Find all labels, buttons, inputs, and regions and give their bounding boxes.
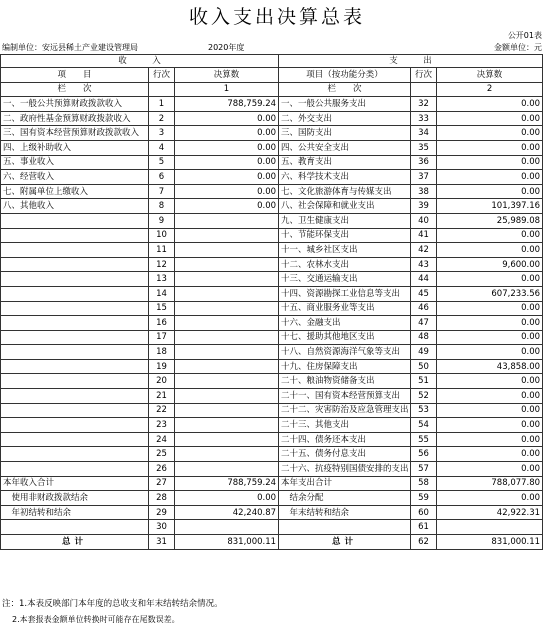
income-rownum-cell: 10 bbox=[149, 228, 175, 243]
expense-amount-cell: 0.00 bbox=[437, 432, 543, 447]
table-row bbox=[1, 272, 543, 287]
expense-rownum-cell: 42 bbox=[411, 243, 437, 258]
form-code: 公开01表 bbox=[507, 31, 542, 40]
expense-amount-cell bbox=[437, 520, 543, 535]
expense-amount-cell: 0.00 bbox=[437, 403, 543, 418]
table-row bbox=[1, 155, 543, 170]
expense-amount-cell: 43,858.00 bbox=[437, 359, 543, 374]
income-amount-header: 决算数 bbox=[175, 68, 279, 83]
income-rownum-cell: 17 bbox=[149, 330, 175, 345]
expense-item-cell: 六、科学技术支出 bbox=[279, 170, 411, 185]
expense-item-cell: 二十二、灾害防治及应急管理支出 bbox=[279, 403, 411, 418]
expense-item-cell: 十三、交通运输支出 bbox=[279, 272, 411, 287]
expense-lanci-blank bbox=[411, 82, 437, 97]
expense-amount-header: 决算数 bbox=[437, 68, 543, 83]
income-rownum-cell: 8 bbox=[149, 199, 175, 214]
income-rownum-cell: 25 bbox=[149, 447, 175, 462]
income-item-cell: 四、上级补助收入 bbox=[1, 140, 149, 155]
income-rownum-cell: 30 bbox=[149, 520, 175, 535]
expense-rownum-cell: 32 bbox=[411, 97, 437, 112]
income-expense-table bbox=[0, 54, 543, 550]
income-rownum-cell: 21 bbox=[149, 389, 175, 404]
income-amount-cell bbox=[175, 243, 279, 258]
expense-item-cell: 本年支出合计 bbox=[279, 476, 411, 491]
expense-amount-cell: 0.00 bbox=[437, 111, 543, 126]
expense-item-cell: 十、节能环保支出 bbox=[279, 228, 411, 243]
expense-rownum-cell: 36 bbox=[411, 155, 437, 170]
expense-rownum-cell: 50 bbox=[411, 359, 437, 374]
expense-rownum-cell: 56 bbox=[411, 447, 437, 462]
income-rownum-cell: 29 bbox=[149, 505, 175, 520]
expense-amount-cell: 0.00 bbox=[437, 389, 543, 404]
income-amount-cell bbox=[175, 345, 279, 360]
expense-item-cell: 十七、援助其他地区支出 bbox=[279, 330, 411, 345]
table-row bbox=[1, 316, 543, 331]
income-item-cell bbox=[1, 316, 149, 331]
table-row bbox=[1, 520, 543, 535]
income-amount-cell bbox=[175, 286, 279, 301]
expense-rownum-cell: 34 bbox=[411, 126, 437, 141]
footnote-1: 注：1.本表反映部门本年度的总收支和年末结转结余情况。 bbox=[2, 599, 223, 609]
income-item-cell: 二、政府性基金预算财政拨款收入 bbox=[1, 111, 149, 126]
expense-amount-cell: 0.00 bbox=[437, 228, 543, 243]
expense-section-header: 支 出 bbox=[279, 55, 543, 68]
income-amount-cell: 0.00 bbox=[175, 111, 279, 126]
expense-amount-cell: 101,397.16 bbox=[437, 199, 543, 214]
expense-amount-cell: 0.00 bbox=[437, 418, 543, 433]
income-item-cell: 八、其他收入 bbox=[1, 199, 149, 214]
table-row bbox=[1, 286, 543, 301]
table-row bbox=[1, 199, 543, 214]
table-row bbox=[1, 111, 543, 126]
table-row bbox=[1, 126, 543, 141]
income-amount-cell bbox=[175, 432, 279, 447]
income-rownum-cell: 15 bbox=[149, 301, 175, 316]
expense-rownum-cell: 46 bbox=[411, 301, 437, 316]
income-item-cell bbox=[1, 243, 149, 258]
income-item-cell bbox=[1, 213, 149, 228]
income-rownum-cell: 6 bbox=[149, 170, 175, 185]
expense-rownum-header: 行次 bbox=[411, 68, 437, 83]
expense-item-cell: 二、外交支出 bbox=[279, 111, 411, 126]
income-total-label: 总计 bbox=[1, 535, 149, 550]
expense-item-cell: 一、一般公共服务支出 bbox=[279, 97, 411, 112]
income-item-cell: 本年收入合计 bbox=[1, 476, 149, 491]
income-item-cell bbox=[1, 403, 149, 418]
income-rownum-cell: 5 bbox=[149, 155, 175, 170]
expense-item-cell bbox=[279, 520, 411, 535]
expense-rownum-cell: 45 bbox=[411, 286, 437, 301]
income-item-cell: 使用非财政拨款结余 bbox=[1, 491, 149, 506]
expense-item-cell: 二十三、其他支出 bbox=[279, 418, 411, 433]
income-rownum-cell: 22 bbox=[149, 403, 175, 418]
table-row bbox=[1, 213, 543, 228]
expense-item-cell: 二十、粮油物资储备支出 bbox=[279, 374, 411, 389]
income-amount-cell: 0.00 bbox=[175, 140, 279, 155]
income-rownum-cell: 9 bbox=[149, 213, 175, 228]
expense-item-cell: 十五、商业服务业等支出 bbox=[279, 301, 411, 316]
expense-item-cell: 二十一、国有资本经营预算支出 bbox=[279, 389, 411, 404]
expense-amount-cell: 0.00 bbox=[437, 126, 543, 141]
income-amount-cell bbox=[175, 359, 279, 374]
income-amount-cell: 0.00 bbox=[175, 491, 279, 506]
income-rownum-cell: 27 bbox=[149, 476, 175, 491]
table-row bbox=[1, 418, 543, 433]
report-title: 收入支出决算总表 bbox=[188, 6, 365, 28]
expense-item-cell: 十九、住房保障支出 bbox=[279, 359, 411, 374]
expense-item-cell: 九、卫生健康支出 bbox=[279, 213, 411, 228]
expense-amount-cell: 0.00 bbox=[437, 97, 543, 112]
expense-rownum-cell: 35 bbox=[411, 140, 437, 155]
expense-item-cell: 五、教育支出 bbox=[279, 155, 411, 170]
expense-amount-cell: 0.00 bbox=[437, 491, 543, 506]
table-row bbox=[1, 140, 543, 155]
expense-item-cell: 十八、自然资源海洋气象等支出 bbox=[279, 345, 411, 360]
income-lanci-label: 栏 次 bbox=[1, 82, 149, 97]
expense-rownum-cell: 37 bbox=[411, 170, 437, 185]
expense-amount-cell: 0.00 bbox=[437, 330, 543, 345]
table-row bbox=[1, 345, 543, 360]
income-item-cell bbox=[1, 374, 149, 389]
table-row bbox=[1, 301, 543, 316]
expense-amount-cell: 9,600.00 bbox=[437, 257, 543, 272]
income-rownum-cell: 13 bbox=[149, 272, 175, 287]
income-item-cell: 六、经营收入 bbox=[1, 170, 149, 185]
table-row bbox=[1, 243, 543, 258]
income-amount-cell bbox=[175, 520, 279, 535]
income-section-header: 收 入 bbox=[1, 55, 279, 68]
income-amount-cell bbox=[175, 316, 279, 331]
expense-amount-cell: 0.00 bbox=[437, 170, 543, 185]
expense-amount-cell: 607,233.56 bbox=[437, 286, 543, 301]
expense-rownum-cell: 55 bbox=[411, 432, 437, 447]
expense-amount-cell: 0.00 bbox=[437, 462, 543, 477]
income-item-header: 项 目 bbox=[1, 68, 149, 83]
table-row bbox=[1, 505, 543, 520]
table-row bbox=[1, 170, 543, 185]
income-rownum-cell: 4 bbox=[149, 140, 175, 155]
income-item-cell bbox=[1, 272, 149, 287]
income-item-cell bbox=[1, 257, 149, 272]
table-row bbox=[1, 462, 543, 477]
expense-rownum-cell: 61 bbox=[411, 520, 437, 535]
income-amount-cell bbox=[175, 403, 279, 418]
income-rownum-cell: 19 bbox=[149, 359, 175, 374]
expense-amount-cell: 0.00 bbox=[437, 345, 543, 360]
expense-rownum-cell: 59 bbox=[411, 491, 437, 506]
table-row bbox=[1, 374, 543, 389]
expense-item-cell: 十一、城乡社区支出 bbox=[279, 243, 411, 258]
expense-item-cell: 二十四、债务还本支出 bbox=[279, 432, 411, 447]
table-row bbox=[1, 330, 543, 345]
income-rownum-cell: 14 bbox=[149, 286, 175, 301]
expense-rownum-cell: 58 bbox=[411, 476, 437, 491]
income-item-cell bbox=[1, 432, 149, 447]
income-amount-cell bbox=[175, 213, 279, 228]
expense-amount-cell: 788,077.80 bbox=[437, 476, 543, 491]
income-amount-cell: 0.00 bbox=[175, 155, 279, 170]
expense-item-cell: 八、社会保障和就业支出 bbox=[279, 199, 411, 214]
income-rownum-cell: 28 bbox=[149, 491, 175, 506]
income-rownum-cell: 23 bbox=[149, 418, 175, 433]
income-item-cell bbox=[1, 520, 149, 535]
table-row bbox=[1, 97, 543, 112]
income-item-cell bbox=[1, 345, 149, 360]
expense-item-cell: 四、公共安全支出 bbox=[279, 140, 411, 155]
income-rownum-cell: 16 bbox=[149, 316, 175, 331]
expense-rownum-cell: 57 bbox=[411, 462, 437, 477]
income-item-cell: 年初结转和结余 bbox=[1, 505, 149, 520]
expense-rownum-cell: 51 bbox=[411, 374, 437, 389]
income-item-cell bbox=[1, 462, 149, 477]
income-amount-cell bbox=[175, 447, 279, 462]
expense-column-number: 2 bbox=[437, 82, 543, 97]
expense-amount-cell: 0.00 bbox=[437, 301, 543, 316]
expense-rownum-cell: 38 bbox=[411, 184, 437, 199]
expense-item-cell: 年末结转和结余 bbox=[279, 505, 411, 520]
income-rownum-cell: 24 bbox=[149, 432, 175, 447]
income-item-cell: 三、国有资本经营预算财政拨款收入 bbox=[1, 126, 149, 141]
expense-amount-cell: 0.00 bbox=[437, 243, 543, 258]
expense-item-cell: 二十五、债务付息支出 bbox=[279, 447, 411, 462]
income-amount-cell bbox=[175, 272, 279, 287]
expense-rownum-cell: 41 bbox=[411, 228, 437, 243]
expense-rownum-cell: 52 bbox=[411, 389, 437, 404]
income-lanci-blank bbox=[149, 82, 175, 97]
expense-amount-cell: 0.00 bbox=[437, 447, 543, 462]
expense-rownum-cell: 54 bbox=[411, 418, 437, 433]
expense-item-cell: 十六、金融支出 bbox=[279, 316, 411, 331]
table-row bbox=[1, 228, 543, 243]
income-rownum-cell: 3 bbox=[149, 126, 175, 141]
income-item-cell bbox=[1, 418, 149, 433]
income-rownum-cell: 12 bbox=[149, 257, 175, 272]
income-rownum-cell: 2 bbox=[149, 111, 175, 126]
income-amount-cell bbox=[175, 389, 279, 404]
income-amount-cell bbox=[175, 418, 279, 433]
income-rownum-cell: 7 bbox=[149, 184, 175, 199]
expense-rownum-cell: 47 bbox=[411, 316, 437, 331]
expense-amount-cell: 42,922.31 bbox=[437, 505, 543, 520]
expense-rownum-cell: 39 bbox=[411, 199, 437, 214]
income-item-cell bbox=[1, 359, 149, 374]
table-row bbox=[1, 432, 543, 447]
expense-amount-cell: 25,989.08 bbox=[437, 213, 543, 228]
income-amount-cell bbox=[175, 330, 279, 345]
expense-lanci-label: 栏 次 bbox=[279, 82, 411, 97]
income-amount-cell: 788,759.24 bbox=[175, 476, 279, 491]
expense-item-cell: 二十六、抗疫特别国债安排的支出 bbox=[279, 462, 411, 477]
expense-item-cell: 十二、农林水支出 bbox=[279, 257, 411, 272]
fiscal-year: 2020年度 bbox=[208, 43, 245, 52]
income-item-cell bbox=[1, 330, 149, 345]
income-amount-cell bbox=[175, 374, 279, 389]
expense-item-cell: 三、国防支出 bbox=[279, 126, 411, 141]
table-row bbox=[1, 359, 543, 374]
table-row bbox=[1, 389, 543, 404]
income-column-number: 1 bbox=[175, 82, 279, 97]
expense-total-label: 总计 bbox=[279, 535, 411, 550]
expense-item-cell: 十四、资源勘探工业信息等支出 bbox=[279, 286, 411, 301]
expense-total-amount: 831,000.11 bbox=[437, 535, 543, 550]
expense-item-header: 项目（按功能分类） bbox=[279, 68, 411, 83]
income-total-amount: 831,000.11 bbox=[175, 535, 279, 550]
income-item-cell bbox=[1, 286, 149, 301]
income-item-cell: 五、事业收入 bbox=[1, 155, 149, 170]
income-item-cell bbox=[1, 301, 149, 316]
income-item-cell bbox=[1, 228, 149, 243]
income-amount-cell: 0.00 bbox=[175, 199, 279, 214]
income-item-cell: 一、一般公共预算财政拨款收入 bbox=[1, 97, 149, 112]
currency-unit: 金额单位：元 bbox=[494, 43, 542, 52]
table-row bbox=[1, 403, 543, 418]
expense-amount-cell: 0.00 bbox=[437, 272, 543, 287]
income-rownum-cell: 26 bbox=[149, 462, 175, 477]
table-row bbox=[1, 476, 543, 491]
income-total-rownum: 31 bbox=[149, 535, 175, 550]
income-amount-cell bbox=[175, 257, 279, 272]
income-amount-cell: 0.00 bbox=[175, 184, 279, 199]
income-rownum-header: 行次 bbox=[149, 68, 175, 83]
income-amount-cell: 42,240.87 bbox=[175, 505, 279, 520]
income-rownum-cell: 11 bbox=[149, 243, 175, 258]
expense-rownum-cell: 33 bbox=[411, 111, 437, 126]
income-amount-cell: 788,759.24 bbox=[175, 97, 279, 112]
expense-total-rownum: 62 bbox=[411, 535, 437, 550]
income-amount-cell bbox=[175, 301, 279, 316]
expense-rownum-cell: 44 bbox=[411, 272, 437, 287]
expense-rownum-cell: 49 bbox=[411, 345, 437, 360]
expense-amount-cell: 0.00 bbox=[437, 316, 543, 331]
income-item-cell: 七、附属单位上缴收入 bbox=[1, 184, 149, 199]
total-row bbox=[1, 535, 543, 550]
income-rownum-cell: 18 bbox=[149, 345, 175, 360]
expense-rownum-cell: 40 bbox=[411, 213, 437, 228]
income-amount-cell bbox=[175, 462, 279, 477]
table-row bbox=[1, 447, 543, 462]
income-item-cell bbox=[1, 389, 149, 404]
expense-rownum-cell: 60 bbox=[411, 505, 437, 520]
table-row bbox=[1, 257, 543, 272]
expense-item-cell: 七、文化旅游体育与传媒支出 bbox=[279, 184, 411, 199]
expense-rownum-cell: 48 bbox=[411, 330, 437, 345]
expense-amount-cell: 0.00 bbox=[437, 140, 543, 155]
reporting-unit: 编制单位：安远县稀土产业建设管理局 bbox=[2, 43, 138, 52]
expense-amount-cell: 0.00 bbox=[437, 374, 543, 389]
expense-item-cell: 结余分配 bbox=[279, 491, 411, 506]
table-row bbox=[1, 491, 543, 506]
income-item-cell bbox=[1, 447, 149, 462]
expense-amount-cell: 0.00 bbox=[437, 184, 543, 199]
income-amount-cell bbox=[175, 228, 279, 243]
income-amount-cell: 0.00 bbox=[175, 170, 279, 185]
income-amount-cell: 0.00 bbox=[175, 126, 279, 141]
expense-amount-cell: 0.00 bbox=[437, 155, 543, 170]
table-row bbox=[1, 184, 543, 199]
income-rownum-cell: 20 bbox=[149, 374, 175, 389]
expense-rownum-cell: 43 bbox=[411, 257, 437, 272]
footnote-2: 2.本套报表金额单位转换时可能存在尾数误差。 bbox=[12, 615, 180, 624]
income-rownum-cell: 1 bbox=[149, 97, 175, 112]
expense-rownum-cell: 53 bbox=[411, 403, 437, 418]
